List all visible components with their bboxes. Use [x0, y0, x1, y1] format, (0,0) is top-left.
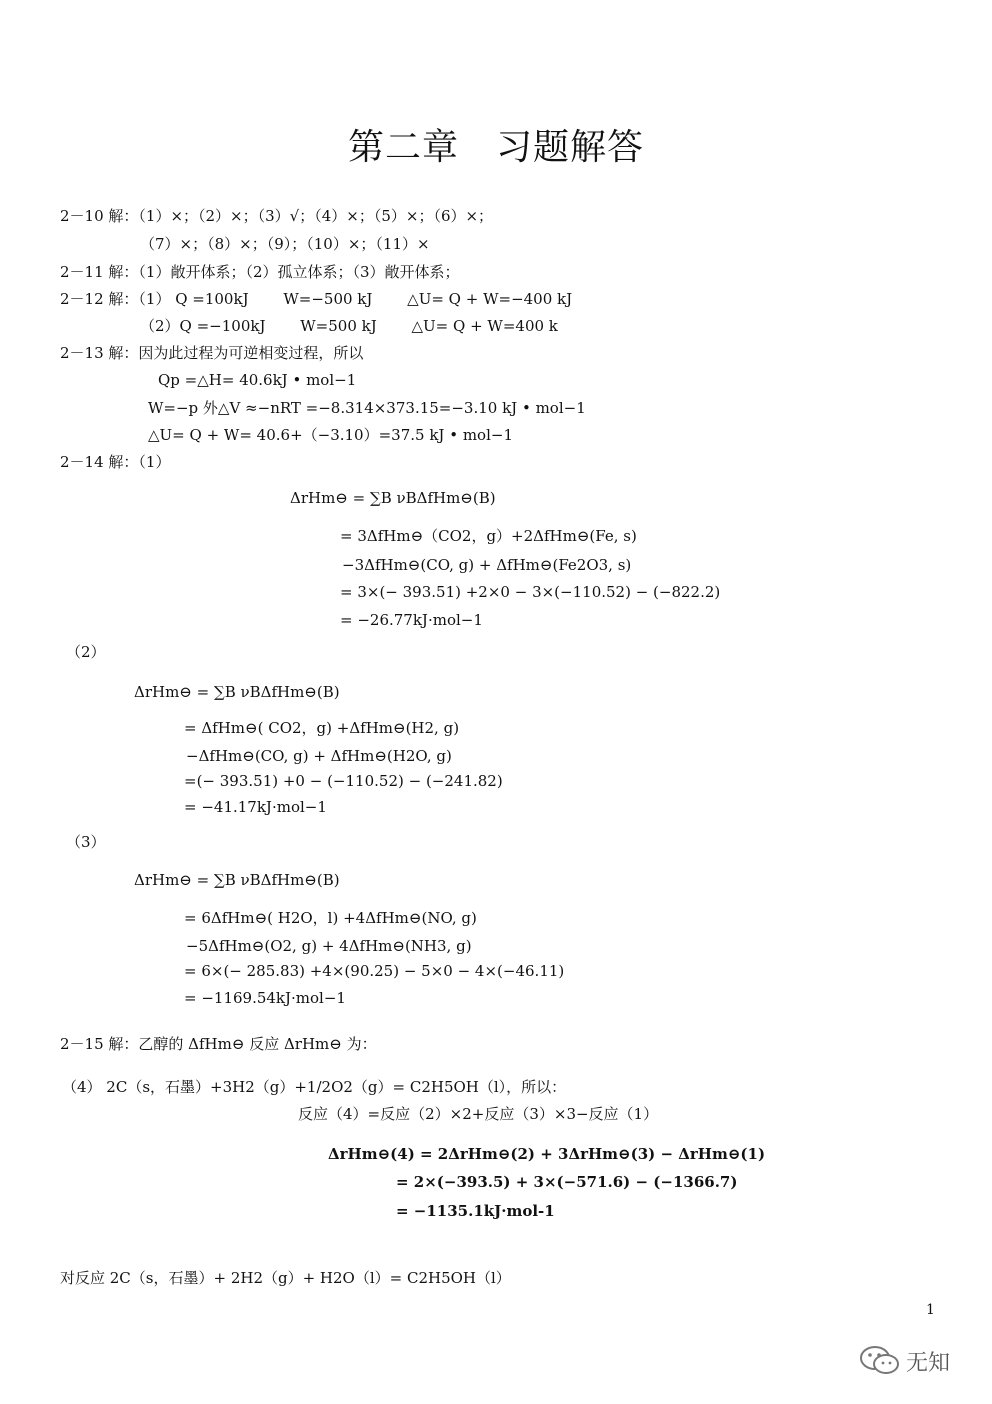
answer-line: 对反应 2C（s，石墨）+ 2H2（g）+ H2O（l）= C2H5OH（l）	[60, 1269, 511, 1287]
watermark-logo	[858, 1344, 950, 1378]
equation-line: = 6ΔfHm⊖( H2O，l) +4ΔfHm⊖(NO, g)	[184, 909, 477, 927]
equation-line: = ΔfHm⊖( CO2，g) +ΔfHm⊖(H2, g)	[184, 719, 460, 737]
answer-line: 2－13 解：因为此过程为可逆相变过程，所以	[60, 344, 364, 362]
equation-line: ΔrHm⊖ = ∑B νBΔfHm⊖(B)	[290, 489, 496, 507]
equation-line: Qp =△H= 40.6kJ • mol−1	[158, 371, 357, 389]
equation-line: = −1135.1kJ·mol-1	[396, 1202, 555, 1220]
answer-line: 2－10 解：（1）×；（2）×；（3）√；（4）×；（5）×；（6）×；	[60, 207, 494, 225]
answer-line: （2）	[66, 643, 106, 661]
answer-line: （3）	[66, 833, 106, 851]
equation-line: = −41.17kJ·mol−1	[184, 798, 327, 816]
equation-line: = −26.77kJ·mol−1	[340, 611, 483, 629]
equation-line: （4） 2C（s，石墨）+3H2（g）+1/2O2（g）= C2H5OH（l），所以：	[62, 1078, 567, 1096]
equation-line: ΔrHm⊖ = ∑B νBΔfHm⊖(B)	[134, 683, 340, 701]
equation-line: −5ΔfHm⊖(O2, g) + 4ΔfHm⊖(NH3, g)	[186, 937, 472, 955]
equation-line: = 2×(−393.5) + 3×(−571.6) − (−1366.7)	[396, 1173, 738, 1191]
wechat-icon	[858, 1344, 902, 1378]
answer-line: 2－11 解：（1）敞开体系；（2）孤立体系；（3）敞开体系；	[60, 263, 460, 281]
answer-line: 2－15 解：乙醇的 ΔfHm⊖ 反应 ΔrHm⊖ 为：	[60, 1035, 377, 1053]
equation-line: = −1169.54kJ·mol−1	[184, 989, 346, 1007]
equation-line: ΔrHm⊖(4) = 2ΔrHm⊖(2) + 3ΔrHm⊖(3) − ΔrHm⊖(1)	[328, 1145, 766, 1163]
equation-line: △U= Q + W= 40.6+（−3.10）=37.5 kJ • mol−1	[148, 426, 513, 444]
answer-line: 2－14 解：（1）	[60, 453, 171, 471]
answer-line: （7）×；（8）×；（9）；（10）×；（11）×	[140, 235, 430, 253]
equation-line: W=−p 外△V ≈−nRT =−8.314×373.15=−3.10 kJ • mol−1	[148, 399, 586, 417]
equation-line: 反应（4）=反应（2）×2+反应（3）×3−反应（1）	[298, 1105, 659, 1123]
page-number: 1	[926, 1302, 935, 1318]
equation-line: −3ΔfHm⊖(CO, g) + ΔfHm⊖(Fe2O3, s)	[342, 556, 632, 574]
watermark-text: 无知	[906, 1350, 951, 1376]
answer-line: 2－12 解：（1） Q =100kJ W=−500 kJ △U= Q + W=−400 kJ	[60, 290, 573, 308]
equation-line: −ΔfHm⊖(CO, g) + ΔfHm⊖(H2O, g)	[186, 747, 452, 765]
equation-line: ΔrHm⊖ = ∑B νBΔfHm⊖(B)	[134, 871, 340, 889]
equation-line: = 6×(− 285.83) +4×(90.25) − 5×0 − 4×(−46.11)	[184, 962, 565, 980]
equation-line: =(− 393.51) +0 − (−110.52) − (−241.82)	[184, 772, 503, 790]
equation-line: = 3×(− 393.51) +2×0 − 3×(−110.52) − (−822.2)	[340, 583, 721, 601]
page-title: 第二章 习题解答	[347, 127, 644, 168]
equation-line: = 3ΔfHm⊖（CO2，g）+2ΔfHm⊖(Fe, s)	[340, 527, 637, 545]
answer-line: （2）Q =−100kJ W=500 kJ △U= Q + W=400 k	[140, 317, 558, 335]
